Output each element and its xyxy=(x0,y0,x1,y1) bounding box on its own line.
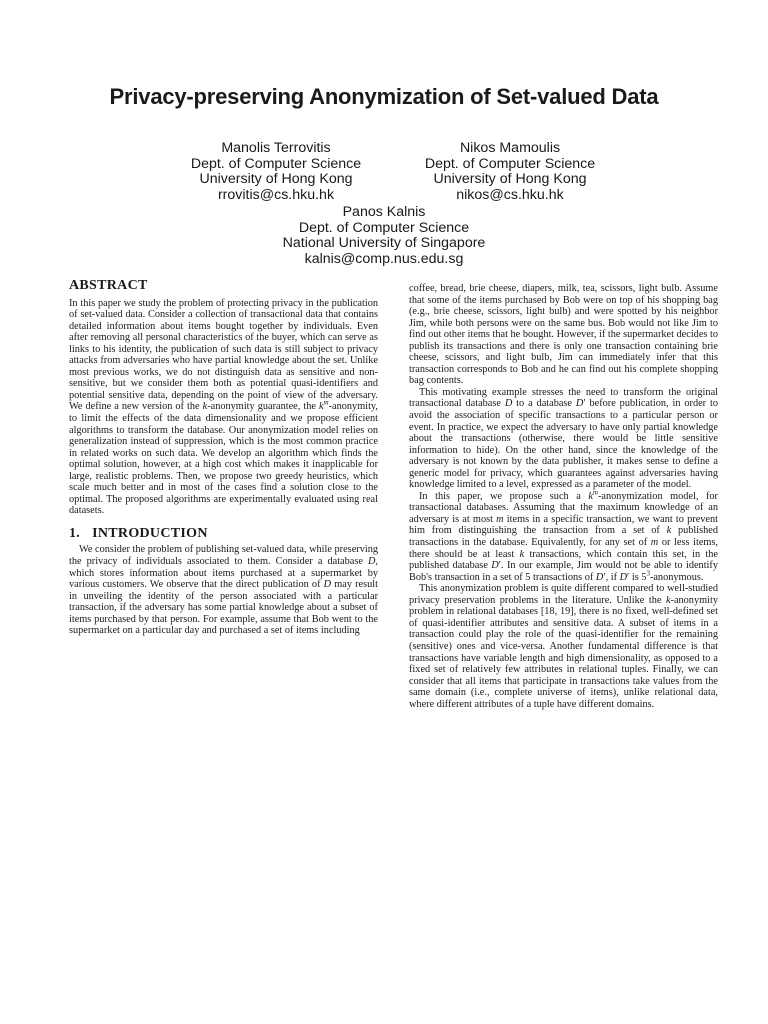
intro-paragraph-2: This motivating example stresses the need to transform the original transactional database D to a database D′ before publication, in order to avoid the association of specific transactions to a particular person or event. In practice, we expect the adversary to have only partial knowledge about the transactions (otherwise, there would be little sensitive information to hide). On the other hand, since the knowledge of the adversary is not known by the data publisher, it makes sense to define a generic model for privacy, which guarantees against adversaries having knowledge limited to a level, expressed as a parameter of the model. xyxy=(409,386,718,491)
section-title: INTRODUCTION xyxy=(92,525,208,541)
author-name: Manolis Terrovitis xyxy=(221,140,331,156)
author-block-2 xyxy=(410,141,610,203)
author-affiliation: National University of Singapore xyxy=(282,235,486,252)
author-affiliation: University of Hong Kong xyxy=(199,171,353,188)
author-name: Panos Kalnis xyxy=(342,204,426,220)
abstract-text: In this paper we study the problem of protecting privacy in the publication of set-valued data. Consider a collection of transactional data that contains detailed information about items bought together by individuals. Even after removing all personal characteristics of the buyer, which can serve as links to his identity, the publication of such data is still subject to privacy attacks from adversaries who have partial knowledge about the set. Unlike most previous works, we do not distinguish data as sensitive and non-sensitive, but we consider them both as potential quasi-identifiers and potential sensitive data, depending on the point of view of the adversary. We define a new version of the k-anonymity guarantee, the $k^m$-anonymity, to limit the effects of the data dimensionality and we propose efficient algorithms to transform the database. Our anonymization model relies on generalization instead of suppression, which is the most common practice in related works on such data. We develop an algorithm which finds the optimal solution, however, at a high cost which makes it inapplicable for large, realistic problems. Then, we propose two greedy heuristics, which scale much better and in most of the cases find a solution close to the optimal. The proposed algorithms are experimentally evaluated using real datasets. xyxy=(69,297,378,517)
paper-title: Privacy-preserving Anonymization of Set-valued Data xyxy=(109,84,659,109)
author-email: rrovitis@cs.hku.hk xyxy=(217,186,335,203)
author-block-1 xyxy=(176,141,376,203)
author-dept: Dept. of Computer Science xyxy=(298,219,470,236)
intro-paragraph-1: We consider the problem of publishing set-valued data, while preserving the privacy of individuals associated to them. Consider a database D, which stores information about items purchased at a supermarket by various customers. We observe that the direct publication of D may result in unveiling the identity of the person associated with a particular transaction, if the adversary has some partial knowledge about a subset of items purchased by that person. For example, assume that Bob went to the supermarket on a particular day and purchased a set of items including xyxy=(69,544,378,637)
introduction-heading xyxy=(69,525,378,541)
left-column xyxy=(69,280,378,637)
author-dept: Dept. of Computer Science xyxy=(424,155,596,172)
author-name: Nikos Mamoulis xyxy=(459,140,561,156)
author-dept: Dept. of Computer Science xyxy=(190,155,362,172)
right-column xyxy=(409,283,718,710)
intro-paragraph-4: This anonymization problem is quite different compared to well-studied privacy preservation problems in the literature. Unlike the k-anonymity problem in relational databases [18, 19], there is no fixed, well-defined set of quasi-identifier attributes and sensitive data. A subset of items in a transaction could play the role of the quasi-identifier for the remaining (sensitive) ones and vice-versa. Another fundamental difference is that transactions have variable length and high dimensionality, as opposed to a fixed set of relatively few attributes in relational tuples. Finally, we can consider that all items that participate in transactions take values from the same domain (i.e., complete universe of items), unlike relational data, where different attributes of a tuple have different domains. xyxy=(409,583,718,710)
author-block-3 xyxy=(234,205,534,267)
intro-paragraph-3: In this paper, we propose such a $k^m$-anonymization model, for transactional databases. Assuming that the maximum knowledge of an adversary is at most m items in a specific transaction, we want to prevent him from distinguishing the transaction from a set of k published transactions in the database. Equivalently, for any set of m or less items, there should be at least k transactions, which contain this set, in the published database D′. In our example, Jim would not be able to identify Bob's transaction in a set of 5 transactions of D′, if D′ is $5^3$-anonymous. xyxy=(409,488,718,583)
section-number: 1. xyxy=(69,525,81,541)
intro-paragraph-1-continued: coffee, bread, brie cheese, diapers, milk, tea, scissors, light bulb. Assume that some of the items purchased by Bob were on top of his shopping bag (e.g., brie cheese, scissors, light bulb) and were spotted by his neighbor Jim, while both persons were on the same bus. Bob would not like Jim to find out other items that he bought. However, if the supermarket decides to publish its transactions and there is only one transaction containing brie cheese, scissors, and light bulb, Jim can immediately infer that this transaction corresponds to Bob and he can find out his complete shopping bag contents. xyxy=(409,283,718,387)
author-affiliation: University of Hong Kong xyxy=(433,171,587,188)
abstract-heading: ABSTRACT xyxy=(69,278,148,293)
author-email: kalnis@comp.nus.edu.sg xyxy=(304,250,464,267)
author-email: nikos@cs.hku.hk xyxy=(456,186,564,203)
